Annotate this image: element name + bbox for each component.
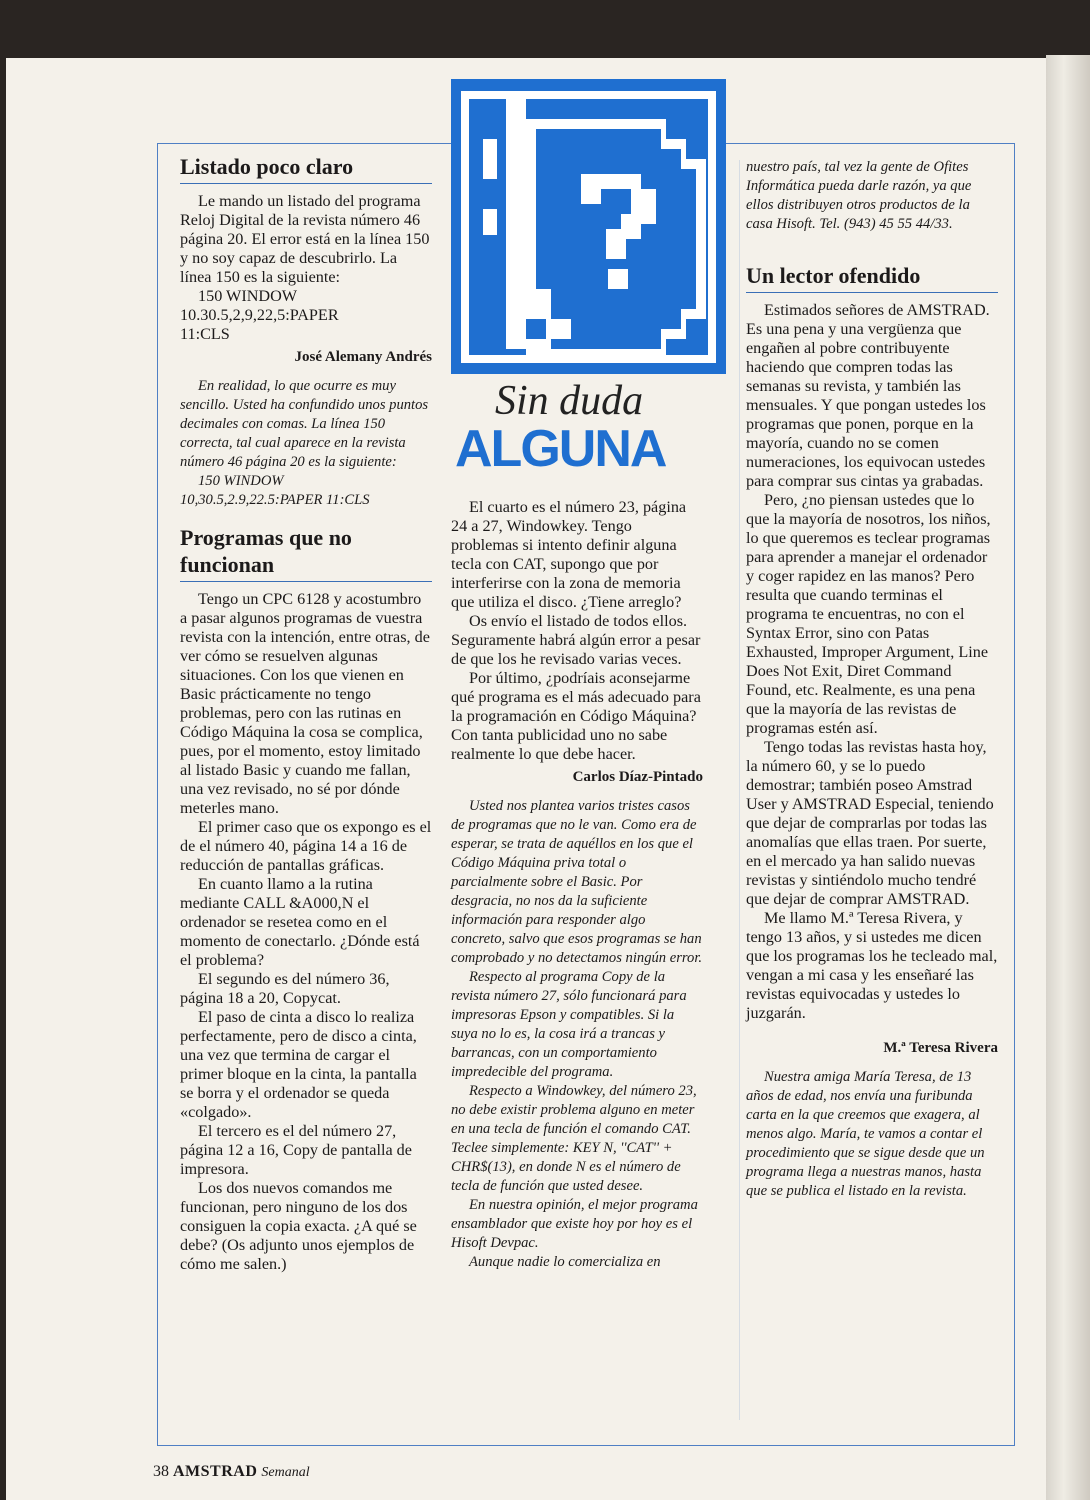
answer-paragraph: Usted nos plantea varios tristes casos de programas que no le van. Como era de esperar, se trata de aquéllos en los que el Código Máquina priva total o parcialmente sobre el Basic. Por desgracia, no nos da la suficiente información para responder algo concreto, salvo que esos programas se han comprobado y no detectamos ningún error. [451,798,703,966]
heading-programas-que-no-funcionan: Programas que no funcionan [180,524,432,582]
letter-paragraph: Le mando un listado del programa Reloj Digital de la revista número 46 página 20. El error está en la línea 150 y no soy capaz de descubrirlo. La línea 150 es la siguiente: [180,192,430,286]
answer-paragraph: nuestro país, tal vez la gente de Ofites Informática pueda darle razón, ya que ellos distribuyen otros productos de la casa Hisoft. Tel. (943) 45 55 44/33. [746,159,972,232]
title-alguna: ALGUNA [455,420,666,478]
column-divider [739,160,740,1420]
answer-paragraph: Aunque nadie lo comercializa en [469,1254,661,1270]
letter-paragraph: Los dos nuevos comandos me funcionan, pero ninguno de los dos consiguen la copia exacta. ¿A qué se debe? (Os adjunto unos ejemplos de cómo me salen.) [180,1179,417,1273]
title-sin-duda: Sin duda [495,378,644,424]
signature: José Alemany Andrés [294,349,432,365]
heading-listado-poco-claro: Listado poco claro [180,153,432,184]
question-mark-icon [451,79,726,374]
answer-paragraph: En nuestra opinión, el mejor programa ensamblador que existe hoy por hoy es el Hisoft Devpac. [451,1197,698,1251]
signature: M.ª Teresa Rivera [883,1040,998,1056]
letter-paragraph: Tengo todas las revistas hasta hoy, la número 60, y se lo puedo demostrar; también poseo Amstrad User y AMSTRAD Especial, teniendo que dejar de comprarlas por todas las anomalías que ellas traen. Por suerte, en el mercado ya han salido nuevas revistas y sintiéndolo mucho tendré que dejar de comprar AMSTRAD. [746,738,994,908]
letter-paragraph: El cuarto es el número 23, página 24 a 27, Windowkey. Tengo problemas si intento definir alguna tecla con CAT, supongo que por interferirse con la zona de memoria que utiliza el disco. ¿Tiene arreglo? [451,498,687,611]
answer-paragraph: En realidad, lo que ocurre es muy sencillo. Usted ha confundido unos puntos decimales con comas. La línea 150 correcta, tal cual aparece en la revista número 46 página 20 es la siguiente: [180,378,429,470]
code-line: 150 WINDOW [198,473,284,489]
page-number: 38 [153,1463,169,1480]
code-line: 11:CLS [180,325,230,343]
letter-paragraph: El primer caso que os expongo es el de el número 40, página 14 a 16 de reducción de pantallas gráficas. [180,818,432,874]
letter-paragraph: El tercero es el del número 27, página 12 a 16, Copy de pantalla de impresora. [180,1122,412,1178]
answer-paragraph: Respecto al programa Copy de la revista número 27, sólo funcionará para impresoras Epson y compatibles. Si la suya no lo es, la cosa irá a trancas y barrancas, con un comportamiento impredecible del programa. [451,969,687,1080]
magazine-name: AMSTRAD [173,1463,258,1480]
letter-paragraph: El segundo es del número 36, página 18 a 20, Copycat. [180,970,390,1007]
magazine-section: Semanal [261,1465,310,1480]
code-line: 10,30.5,2.9,22.5:PAPER 11:CLS [180,492,370,508]
letter-paragraph: Os envío el listado de todos ellos. Seguramente habrá algún error a pesar de que los he revisado varias veces. [451,612,701,668]
column-right [746,158,998,1201]
letter-paragraph: Me llamo M.ª Teresa Rivera, y tengo 13 años, y si ustedes me dicen que los programas los he tecleado mal, vengan a mi casa y les enseñaré las revistas equivocadas y ustedes lo juzgarán. [746,909,998,1022]
heading-un-lector-ofendido: Un lector ofendido [746,262,998,293]
column-middle [451,498,703,1272]
column-left [180,153,432,1274]
page-footer [153,1463,310,1481]
letter-paragraph: En cuanto llamo a la rutina mediante CALL &A000,N el ordenador se resetea como en el momento de conectarlo. ¿Dónde está el problema? [180,875,420,969]
question-logo [451,79,726,374]
code-line: 10.30.5,2,9,22,5:PAPER [180,306,339,324]
signature: Carlos Díaz-Pintado [572,769,703,785]
letter-paragraph: Estimados señores de AMSTRAD. Es una pena y una vergüenza que engañen al pobre contribuyente haciendo que compren todas las semanas su revista, y también las mensuales. Y que pongan ustedes los programas que ponen, porque en la mayoría, cuando no se comen numeraciones, los equivocan ustedes para comprar sus cintas ya grabadas. [746,301,990,490]
answer-paragraph: Nuestra amiga María Teresa, de 13 años de edad, nos envía una furibunda carta en la que creemos que exagera, al menos algo. María, te vamos a contar el procedimiento que se sigue desde que un programa llega a nuestras manos, hasta que se publica el listado en la revista. [746,1069,985,1199]
answer-paragraph: Respecto a Windowkey, del número 23, no debe existir problema alguno en meter en una tecla de función el comando CAT. Teclee simplemente: KEY N, ''CAT'' + CHR$(13), en donde N es el número de tecla de función que usted desee. [451,1083,697,1194]
letter-paragraph: Pero, ¿no piensan ustedes que lo que la mayoría de nosotros, los niños, lo que queremos es teclear programas para aprender a manejar el ordenador y coger rapidez en las manos? Pero resulta que cuando terminas el programa te encuentras, no con el Syntax Error, sino con Patas Exhausted, Improper Argument, Line Does Not Exit, Diret Command Found, etc. Realmente, es una pena que la mayoría de las revistas de programas estén así. [746,491,991,737]
code-line: 150 WINDOW [198,287,298,305]
page-edge [1046,55,1090,1500]
letter-paragraph: Tengo un CPC 6128 y acostumbro a pasar algunos programas de vuestra revista con la intención, entre otras, de ver cómo se resuelven algunas situaciones. Con los que vienen en Basic prácticamente no tengo problemas, pero con las rutinas en Código Máquina la cosa se complica, pues, por el momento, estoy limitado al listado Basic y cuando me fallan, una vez revisado, no sé por dónde meterles mano. [180,590,430,817]
letter-paragraph: El paso de cinta a disco lo realiza perfectamente, pero de disco a cinta, una vez que termina de cargar el primer bloque en la cinta, la pantalla se borra y el ordenador se queda «colgado». [180,1008,417,1121]
letter-paragraph: Por último, ¿podríais aconsejarme qué programa es el más adecuado para la programación en Código Máquina? Con tanta publicidad uno no sabe realmente lo que debe hacer. [451,669,701,763]
